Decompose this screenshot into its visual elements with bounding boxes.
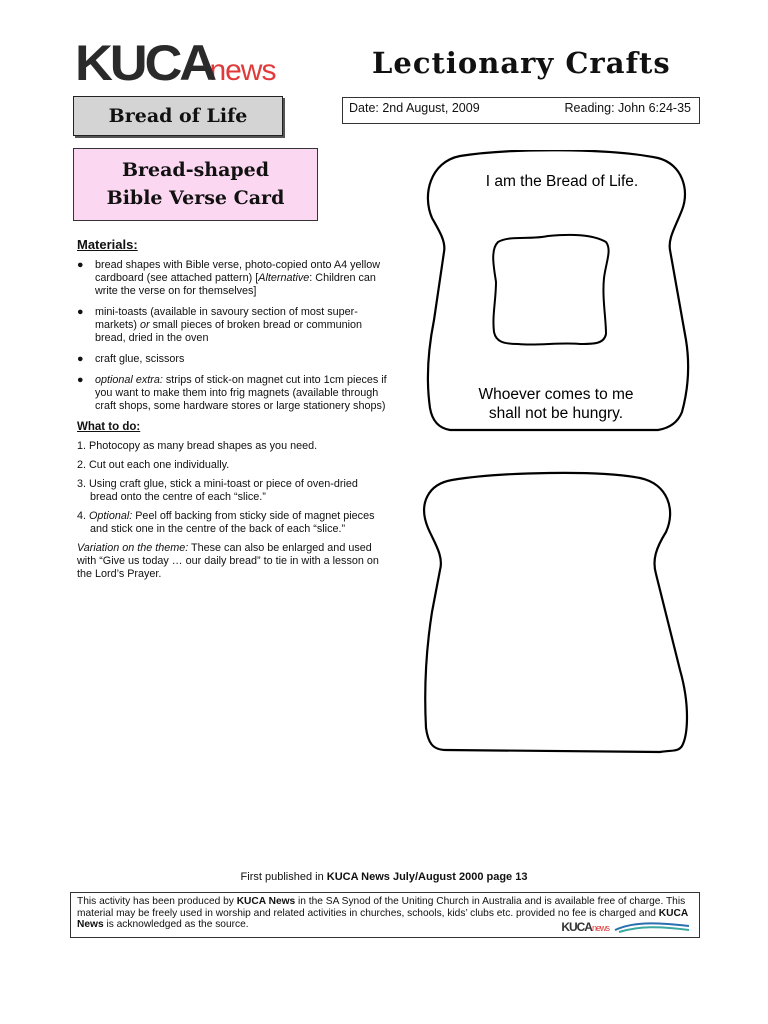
footer-segment: KUCA News [236,896,296,907]
materials-item-segment: Alternative [258,272,310,284]
instructions-column [77,238,387,581]
materials-item-segment: or [140,319,150,331]
date-text: Date: 2nd August, 2009 [349,101,480,115]
materials-item-segment: craft glue, scissors [95,353,185,365]
footer-segment: in the SA Synod of the Uniting Church in Australia and is available free of charge. This material may be freely used in worship and related activities in churches, schools, kids’ clubs etc. provided no fee is charged and [77,896,686,919]
variation-segment: These can also be enlarged and used with “Give us today … our daily bread” to tie in with a lesson on the Lord’s Prayer. [77,542,379,580]
materials-list-item [77,374,387,413]
materials-list-item [77,353,387,366]
uniting-church-swoosh-icon [613,920,691,934]
steps-list [77,440,387,536]
date-reading-box [342,97,700,124]
step-segment: Optional: [89,510,133,522]
step-segment: 2. Cut out each one individually. [77,459,230,471]
step-item [77,459,387,472]
materials-heading: Materials: [77,237,138,252]
card-verse-bottom-line-1: Whoever comes to me [478,386,634,403]
step-segment: 3. Using craft glue, stick a mini-toast or piece of oven-dried bread onto the centre of each “slice.” [77,478,358,503]
bullet-icon: ● [77,306,84,318]
step-segment: 4. [77,510,90,522]
logo-kuca-text: KUCA [75,35,215,91]
theme-box: Bread of Life [73,96,283,136]
craft-title-line-1: Bread-shaped [121,159,270,181]
footer-logo-kuca: KUCA [561,919,592,934]
published-prefix: First published in [240,871,327,883]
footer-kuca-logo [561,919,609,935]
footer-segment: This activity has been produced by [77,896,237,907]
reading-text: Reading: John 6:24-35 [564,101,691,115]
published-source: KUCA News July/August 2000 page 13 [326,871,528,883]
materials-list [77,259,387,413]
footer-segment: is acknowledged as the source. [103,919,249,930]
logo-news-text: news [209,54,276,87]
step-segment: 1. Photocopy as many bread shapes as you need. [77,440,318,452]
step-segment: Peel off backing from sticky side of magnet pieces and stick one in the centre of the back of each “slice.” [90,510,375,535]
card-verse-top: I am the Bread of Life. [485,173,639,190]
materials-item-segment: : Children can write the verse on for themselves] [95,272,376,297]
variation-paragraph [77,542,387,581]
footer-segment: KUCA News [77,907,688,930]
first-published-note [0,871,768,883]
bullet-icon: ● [77,259,84,271]
variation-segment: Variation on the theme: [77,542,189,554]
bread-card-2-outline [424,473,687,752]
bread-card-illustrations [420,150,695,760]
bullet-icon: ● [77,353,84,365]
materials-list-item [77,306,387,345]
bullet-icon: ● [77,374,84,386]
card-verse-bottom-line-2: shall not be hungry. [488,405,624,422]
craft-title-line-2: Bible Verse Card [106,187,285,209]
step-item [77,440,387,453]
mini-toast-square [493,235,608,345]
materials-item-segment: optional extra: [95,374,163,386]
materials-item-segment: mini-toasts (available in savoury section of most super-markets) [95,306,358,331]
materials-item-segment: strips of stick-on magnet cut into 1cm pieces if you want to make them into frig magnets (available through craft shops, some hardware stores or large stationery shops) [95,374,387,412]
footer-copyright-box [70,892,700,938]
materials-list-item [77,259,387,298]
page-title: Lectionary Crafts [372,46,671,80]
step-item [77,510,387,536]
materials-item-segment: small pieces of broken bread or communion bread, dried in the oven [95,319,363,344]
step-item [77,478,387,504]
kuca-news-logo [75,35,335,91]
what-to-do-heading: What to do: [77,421,141,433]
craft-title-box [73,148,318,221]
footer-logo-news: news [591,922,609,933]
materials-item-segment: bread shapes with Bible verse, photo-copied onto A4 yellow cardboard (see attached pattern) [ [95,259,381,284]
